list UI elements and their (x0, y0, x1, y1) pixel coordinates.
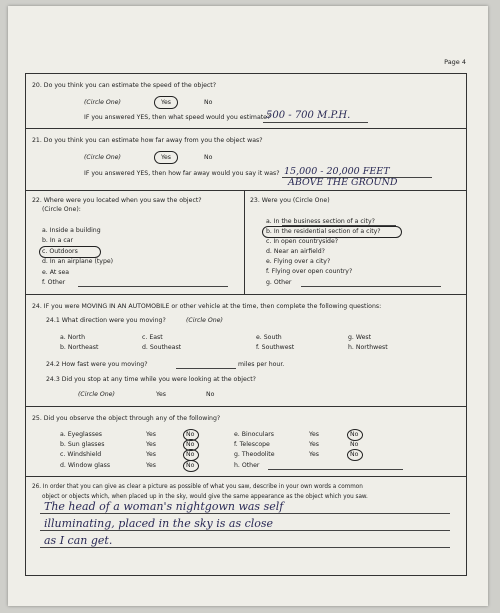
q26-line-2 (40, 530, 450, 531)
q25-g-no-circle (347, 449, 363, 461)
q23-other-line (301, 286, 441, 287)
direction-west: g. West (348, 334, 372, 341)
q20-no: No (204, 99, 213, 106)
q25-d-no-circle (183, 460, 199, 472)
q26-text-1: 26. In order that you can give as clear a picture as possible of what you saw, describe in your own words a common (32, 484, 363, 490)
q25-telescope: f. Telescope (234, 441, 270, 448)
q22-other-line (78, 286, 228, 287)
q23-text: 23. Were you (Circle One) (250, 197, 330, 204)
q22-option-d: d. In an airplane (type) (42, 258, 114, 265)
q22-option-a: a. Inside a building (42, 227, 101, 234)
q23-option-a: a. In the business section of a city? (266, 218, 375, 225)
q22-circle-one: (Circle One): (42, 206, 81, 213)
q21-handwritten-answer-2: ABOVE THE GROUND (288, 177, 398, 188)
column-divider (244, 191, 245, 294)
q26-handwritten-1: The head of a woman's nightgown was self (44, 500, 284, 513)
question-24 (26, 294, 466, 406)
q21-yes-circle (154, 151, 178, 164)
q20-answer-line (263, 122, 368, 123)
q25-sun-glasses: b. Sun glasses (60, 441, 105, 448)
q25-a-yes: Yes (146, 431, 156, 438)
q23-option-d: d. Near an airfield? (266, 248, 325, 255)
q21-followup: IF you answered YES, then how far away would you say it was? (84, 170, 280, 177)
q25-d-yes: Yes (146, 462, 156, 469)
q22-option-f: f. Other (42, 279, 66, 286)
q24-3-circle-one: (Circle One) (78, 391, 115, 398)
q25-binoculars: e. Binoculars (234, 431, 275, 438)
q25-d-no: No (186, 462, 195, 469)
q20-yes: Yes (161, 99, 171, 106)
q26-line-3 (40, 547, 450, 548)
q21-circle-one: (Circle One) (84, 154, 121, 161)
q26-handwritten-3: as I can get. (44, 534, 113, 547)
q20-followup: IF you answered YES, then what speed would you estimate? (84, 114, 271, 121)
q24-3-yes: Yes (156, 391, 166, 398)
direction-southeast: d. Southeast (142, 344, 182, 351)
q25-theodolite: g. Theodolite (234, 451, 275, 458)
q23-option-f: f. Flying over open country? (266, 268, 353, 275)
q24-3-text: 24.3 Did you stop at any time while you were looking at the object? (46, 376, 256, 383)
q23-option-c: c. In open countryside? (266, 238, 339, 245)
q25-other: h. Other (234, 462, 260, 469)
q25-c-yes: Yes (146, 451, 156, 458)
question-20 (26, 74, 466, 128)
question-26 (26, 476, 466, 576)
q25-e-no: No (350, 431, 359, 438)
q24-1-circle-one: (Circle One) (186, 317, 223, 324)
q26-line-1 (40, 513, 450, 514)
q22-text: 22. Where were you located when you saw the object? (32, 197, 202, 204)
q24-2-text: 24.2 How fast were you moving? (46, 361, 148, 368)
q20-yes-circle (154, 96, 178, 109)
q21-handwritten-answer-1: 15,000 - 20,000 FEET (284, 166, 390, 177)
q22-option-c: c. Outdoors (42, 248, 78, 255)
q25-eyeglasses: a. Eyeglasses (60, 431, 103, 438)
q26-text-2: object or objects which, when placed up in the sky, would give the same appearance as the object which you saw. (42, 494, 368, 500)
q21-no: No (204, 154, 213, 161)
q22-option-e: e. At sea (42, 269, 70, 276)
q25-f-yes: Yes (309, 441, 319, 448)
direction-north: a. North (60, 334, 86, 341)
questionnaire-form (25, 73, 467, 576)
direction-east: c. East (142, 334, 163, 341)
q23-option-g: g. Other (266, 279, 292, 286)
q25-e-yes: Yes (309, 431, 319, 438)
q20-text: 20. Do you think you can estimate the speed of the object? (32, 82, 216, 89)
q24-3-no: No (206, 391, 215, 398)
question-25 (26, 406, 466, 476)
direction-northeast: b. Northeast (60, 344, 99, 351)
q20-circle-one: (Circle One) (84, 99, 121, 106)
document-page (8, 6, 488, 606)
q24-2-speed-line (176, 368, 236, 369)
direction-south: e. South (256, 334, 282, 341)
q25-f-no: No (350, 441, 359, 448)
direction-northwest: h. Northwest (348, 344, 388, 351)
q23-option-b: b. In the residential section of a city? (266, 228, 381, 235)
q25-window-glass: d. Window glass (60, 462, 111, 469)
q25-e-no-circle (347, 429, 363, 441)
q25-windshield: c. Windshield (60, 451, 102, 458)
q21-yes: Yes (161, 154, 171, 161)
q25-g-no: No (350, 451, 359, 458)
direction-southwest: f. Southwest (256, 344, 295, 351)
q22-option-c-circle (39, 246, 101, 258)
q25-c-no: No (186, 451, 195, 458)
question-21 (26, 128, 466, 190)
page-number: Page 4 (444, 58, 466, 66)
q25-a-no: No (186, 431, 195, 438)
q22-option-b: b. In a car (42, 237, 74, 244)
q24-text: 24. IF you were MOVING IN AN AUTOMOBILE or other vehicle at the time, then complete the following questions: (32, 303, 382, 310)
q20-handwritten-answer: 500 - 700 M.P.H. (266, 110, 351, 121)
q23-option-b-circle (262, 226, 402, 238)
q21-text: 21. Do you think you can estimate how far away from you the object was? (32, 137, 263, 144)
q25-g-yes: Yes (309, 451, 319, 458)
q25-b-no: No (186, 441, 195, 448)
question-22-23 (26, 190, 466, 294)
q25-b-yes: Yes (146, 441, 156, 448)
q24-2-suffix: miles per hour. (238, 361, 285, 368)
q26-handwritten-2: illuminating, placed in the sky is as close (44, 517, 274, 530)
q25-text: 25. Did you observe the object through any of the following? (32, 415, 221, 422)
q23-option-e: e. Flying over a city? (266, 258, 331, 265)
q25-other-line (268, 469, 403, 470)
q24-1-text: 24.1 What direction were you moving? (46, 317, 166, 324)
